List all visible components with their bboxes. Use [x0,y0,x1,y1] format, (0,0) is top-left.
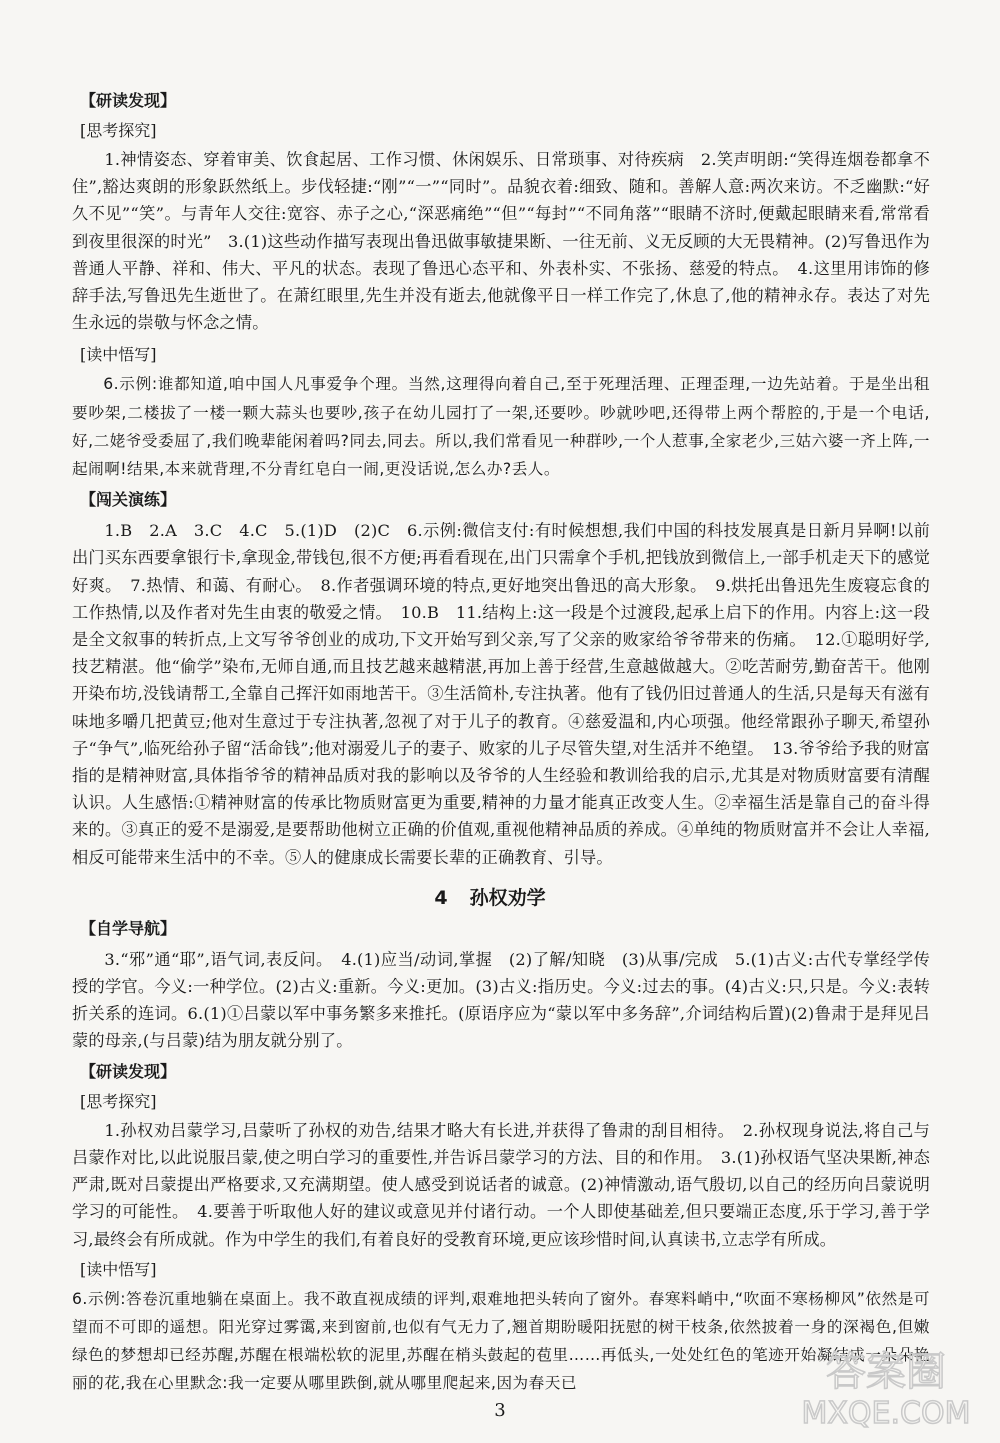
lesson-name: 孙权劝学 [469,886,546,909]
subsection-label: [读中悟写] [80,345,157,365]
answer-paragraph: 3.“邪”通“耶”,语气词,表反问。 4.(1)应当/动词,掌握 (2)了解/知晓 (3)从事/完成 5.(1)古义:古代专掌经学传授的学官。今义:一种学位。(2)古义:重新。今义:更加。(3)古义:指历史。今义:过去的事。(4)古义:只,只是。今义:表转折关系的连词。6.(1)①吕蒙以军中事务繁多来推托。(原语序应为“蒙以军中多务辞”,介词结构后置)(2)鲁肃于是拜见吕蒙的母亲,(与吕蒙)结为朋友就分别了。 [72,949,930,1051]
section-heading: 【自学导航】 [80,918,177,938]
answer-paragraph: 1.孙权劝吕蒙学习,吕蒙听了孙权的劝告,结果才略大有长进,并获得了鲁肃的刮目相待。 2.孙权现身说法,将自己与吕蒙作对比,以此说服吕蒙,使之明白学习的重要性,并告诉吕蒙学习的方法、目的和作用。 3.(1)孙权语气坚决果断,神态严肃,既对吕蒙提出严格要求,又充满期望。使人感受到说话者的诚意。(2)神情激动,语气殷切,以自己的经历向吕蒙说明学习的可能性。 4.要善于听取他人好的建议或意见并付诸行动。一个人即使基础差,但只要端正态度,乐于学习,善于学习,最终会有所成就。作为中学生的我们,有着良好的受教育环境,更应该珍惜时间,认真读书,立志学有所成。 [72,1120,930,1249]
example-paragraph: 6.示例:答卷沉重地躺在桌面上。我不敢直视成绩的评判,艰难地把头转向了窗外。春寒料峭中,“吹面不寒杨柳风”依然是可望而不可即的遥想。阳光穿过雾霭,来到窗前,也似有气无力了,翘首期盼暖阳抚慰的树干枝条,依然披着一身的深褐色,但嫩绿色的梦想却已经苏醒,苏醒在根端松软的泥里,苏醒在梢头鼓起的苞里……再低头,一处处红色的笔迹开始凝结成一朵朵艳丽的花,我在心里默念:我一定要从哪里跌倒,就从哪里爬起来,因为春天已 [72,1289,930,1393]
example-paragraph: 6.示例:谁都知道,咱中国人凡事爱争个理。当然,这理得向着自己,至于死理活理、正理歪理,一边先站着。于是坐出租要吵架,二楼拔了一楼一颗大蒜头也要吵,孩子在幼儿园打了一架,还要吵。吵就吵吧,还得带上两个帮腔的,于是一个电话,好,二姥爷受委屈了,我们晚辈能闲着吗?同去,同去。所以,我们常看见一种群吵,一个人惹事,全家老少,三姑六婆一齐上阵,一起闹啊!结果,本来就背理,不分青红皂白一闹,更没话说,怎么办?丢人。 [72,375,930,479]
section-reading-discovery [72,88,930,336]
watermark-url: MXQE.COM [801,1396,971,1431]
subsection-label: [思考探究] [80,1091,157,1111]
page-number: 3 [494,1400,506,1421]
section-read-write [72,342,930,483]
answer-page [72,88,930,1398]
section-heading: 【研读发现】 [80,91,177,110]
section-heading: 【研读发现】 [80,1061,177,1081]
lesson-title [72,883,930,910]
section-heading: 【闯关演练】 [80,490,177,510]
section-reading-discovery-2 [72,1059,930,1253]
subsection-label: [读中悟写] [80,1259,157,1279]
answer-paragraph: 1.神情姿态、穿着审美、饮食起居、工作习惯、休闲娱乐、日常琐事、对待疾病 2.笑声明朗:“笑得连烟卷都拿不住”,豁达爽朗的形象跃然纸上。步伐轻捷:“刚”“一”“同时”。品貌衣着:细致、随和。善解人意:两次来访。不乏幽默:“好久不见”“笑”。与青年人交往:宽容、赤子之心,“深恶痛绝”“但”“每封”“不同角落”“眼睛不济时,便戴起眼睛来看,常常看到夜里很深的时光” 3.(1)这些动作描写表现出鲁迅做事敏捷果断、一往无前、义无反顾的大无畏精神。(2)写鲁迅作为普通人平静、祥和、伟大、平凡的状态。表现了鲁迅心态平和、外表朴实、不张扬、慈爱的特点。 4.这里用讳饰的修辞手法,写鲁迅先生逝世了。在萧红眼里,先生并没有逝去,他就像平日一样工作完了,休息了,他的精神永存。表达了对先生永远的崇敬与怀念之情。 [72,150,930,333]
answer-paragraph: 1.B 2.A 3.C 4.C 5.(1)D (2)C 6.示例:微信支付:有时候想想,我们中国的科技发展真是日新月异啊!以前出门买东西要拿银行卡,拿现金,带钱包,很不方便;再看看现在,出门只需拿个手机,把钱放到微信上,一部手机走天下的感觉好爽。 7.热情、和蔼、有耐心。 8.作者强调环境的特点,更好地突出鲁迅的高大形象。 9.烘托出鲁迅先生废寝忘食的工作热情,以及作者对先生由衷的敬爱之情。 10.B 11.结构上:这一段是个过渡段,起承上启下的作用。内容上:这一段是全文叙事的转折点,上文写爷爷创业的成功,下文开始写到父亲,写了父亲的败家给爷爷带来的伤痛。 12.①聪明好学,技艺精湛。他“偷学”染布,无师自通,而且技艺越来越精湛,再加上善于经营,生意越做越大。②吃苦耐劳,勤奋苦干。他刚开染布坊,没钱请帮工,全靠自己挥汗如雨地苦干。③生活简朴,专注执著。他有了钱仍旧过普通人的生活,只是每天有滋有味地多嚼几把黄豆;他对生意过于专注执著,忽视了对于儿子的教育。④慈爱温和,内心项强。他经常跟孙子聊天,希望孙子“争气”,临死给孙子留“活命钱”;他对溺爱儿子的妻子、败家的儿子尽管失望,对生活并不绝望。 13.爷爷给予我的财富指的是精神财富,具体指爷爷的精神品质对我的影响以及爷爷的人生经验和教训给我的启示,尤其是对物质财富要有清醒认识。人生感悟:①精神财富的传承比物质财富更为重要,精神的力量才能真正改变人生。②幸福生活是靠自己的奋斗得来的。③真正的爱不是溺爱,是要帮助他树立正确的价值观,重视他精神品质的养成。④单纯的物质财富并不会让人幸福,相反可能带来生活中的不幸。⑤人的健康成长需要长辈的正确教育、引导。 [72,521,930,867]
section-practice [72,487,930,871]
watermark-logo [786,1333,986,1433]
lesson-number: 4 [434,886,448,909]
watermark-text: 答案圈 [826,1349,946,1395]
section-self-study [72,916,930,1055]
subsection-label: [思考探究] [80,121,157,140]
